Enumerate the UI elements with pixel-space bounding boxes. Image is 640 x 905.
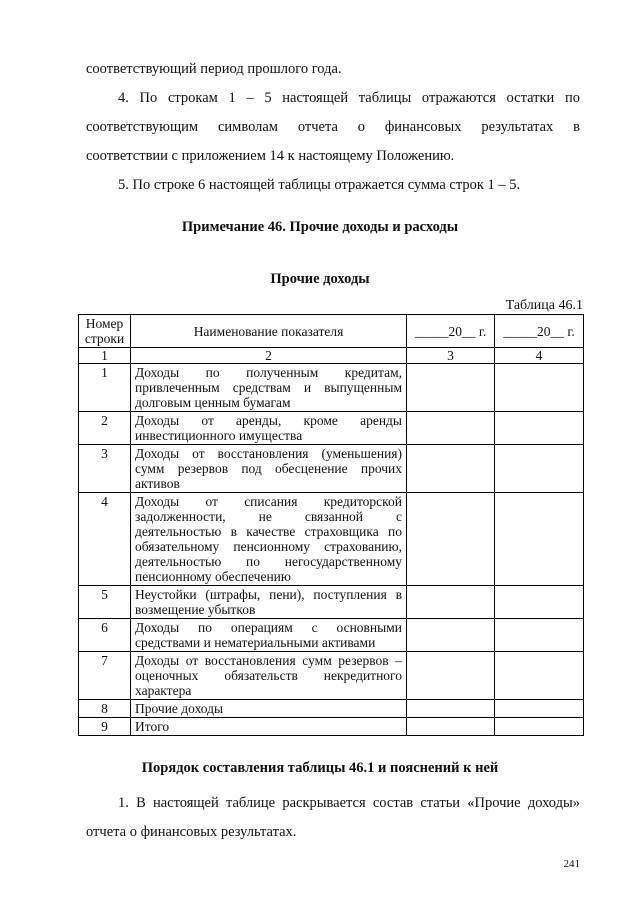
value-cell [495,718,584,736]
paragraph-line: 4. По строкам 1 – 5 настоящей таблицы отражаются остатки по [118,90,580,106]
table-title: Прочие доходы [270,271,370,287]
table-row [79,412,584,445]
value-cell [495,619,584,652]
index-cell: 3 [407,348,495,364]
table-row [79,445,584,493]
order-title: Порядок составления таблицы 46.1 и пояснений к ней [141,760,499,776]
row-number: 3 [79,445,131,493]
index-cell: 1 [79,348,131,364]
row-number: 5 [79,586,131,619]
index-cell: 4 [495,348,584,364]
value-cell [407,700,495,718]
row-number: 8 [79,700,131,718]
value-cell [495,700,584,718]
other-income-table [78,314,584,736]
section-title: Примечание 46. Прочие доходы и расходы [181,219,459,235]
table-row [79,619,584,652]
paragraph-line: соответствующим символам отчета о финансовых результатах в [86,119,580,135]
table-row [79,700,584,718]
header-cell: _____20__ г. [495,315,584,348]
header-cell: Номер строки [79,315,131,348]
value-cell [495,493,584,586]
value-cell [407,586,495,619]
header-cell: _____20__ г. [407,315,495,348]
value-cell [495,652,584,700]
header-cell: Наименование показателя [131,315,407,348]
table-row [79,652,584,700]
column-index-row [79,348,584,364]
row-name: Доходы от аренды, кроме аренды инвестиционного имущества [131,412,407,445]
row-name: Итого [131,718,407,736]
table-label: Таблица 46.1 [505,298,583,313]
value-cell [407,493,495,586]
table-row [79,493,584,586]
value-cell [407,412,495,445]
row-number: 7 [79,652,131,700]
row-name: Доходы по операциям с основными средствами и нематериальными активами [131,619,407,652]
row-name: Доходы от восстановления сумм резервов – оценочных обязательств некредитного характера [131,652,407,700]
page-number: 241 [563,858,580,870]
value-cell [407,619,495,652]
table-row [79,718,584,736]
row-number: 4 [79,493,131,586]
paragraph-line: отчета о финансовых результатах. [86,824,297,840]
value-cell [495,445,584,493]
table-row [79,586,584,619]
row-number: 2 [79,412,131,445]
row-number: 6 [79,619,131,652]
index-cell: 2 [131,348,407,364]
value-cell [495,364,584,412]
paragraph-line: 1. В настоящей таблице раскрывается состав статьи «Прочие доходы» [118,795,580,811]
table-header-row [79,315,584,348]
row-name: Доходы от восстановления (уменьшения) сумм резервов под обесценение прочих активов [131,445,407,493]
paragraph-line: соответствующий период прошлого года. [86,61,342,77]
row-name: Прочие доходы [131,700,407,718]
value-cell [407,652,495,700]
value-cell [495,586,584,619]
paragraph-line: 5. По строке 6 настоящей таблицы отражается сумма строк 1 – 5. [118,177,521,193]
value-cell [407,718,495,736]
value-cell [407,445,495,493]
table-row [79,364,584,412]
row-number: 9 [79,718,131,736]
value-cell [407,364,495,412]
row-name: Доходы по полученным кредитам, привлеченным средствам и выпущенным долговым ценным бумагам [131,364,407,412]
row-number: 1 [79,364,131,412]
row-name: Доходы от списания кредиторской задолженности, не связанной с деятельностью в качестве страховщика по обязательному пенсионному страхованию, деятельностью по негосударственному пенсионному обеспечению [131,493,407,586]
value-cell [495,412,584,445]
row-name: Неустойки (штрафы, пени), поступления в возмещение убытков [131,586,407,619]
paragraph-line: соответствии с приложением 14 к настоящему Положению. [86,148,455,164]
